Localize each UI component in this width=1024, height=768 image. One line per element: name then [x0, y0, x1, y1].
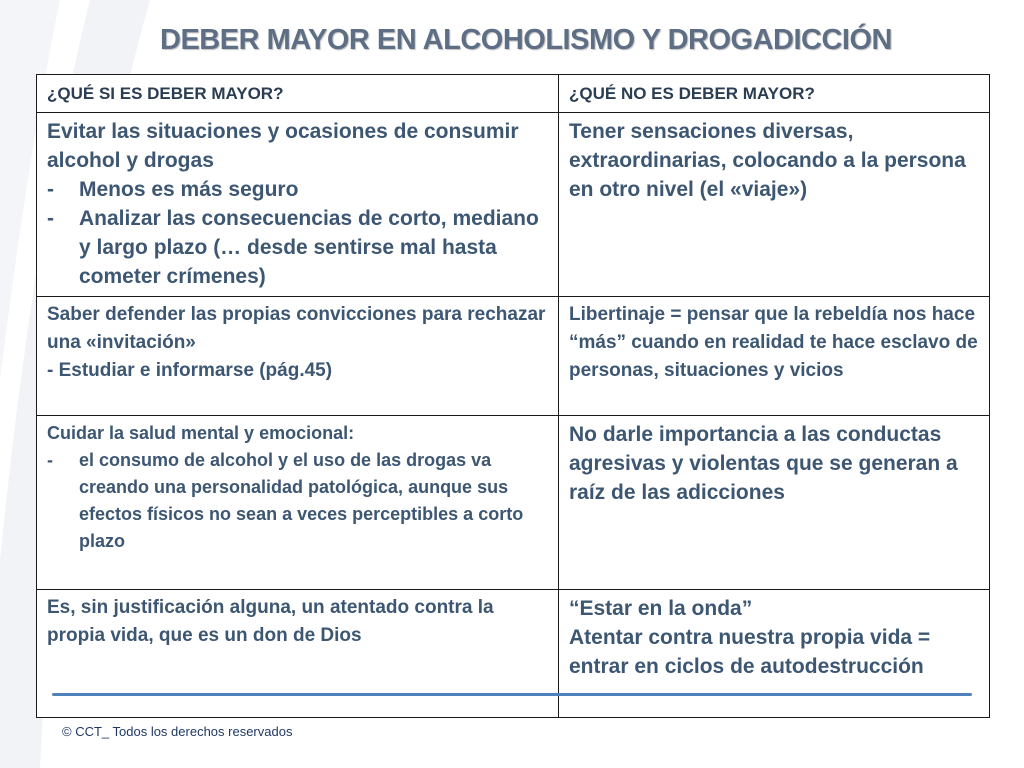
- cell-quote: “Estar en la onda”: [569, 597, 753, 620]
- table-cell: [37, 297, 559, 416]
- header-cell-si: ¿QUÉ SI ES DEBER MAYOR?: [37, 75, 559, 113]
- copyright-footer: © CCT_ Todos los derechos reservados: [62, 724, 293, 739]
- header-cell-no: ¿QUÉ NO ES DEBER MAYOR?: [559, 75, 990, 113]
- page-title: DEBER MAYOR EN ALCOHOLISMO Y DROGADICCIÓN: [160, 24, 892, 56]
- cell-text: Tener sensaciones diversas, extraordinarias, colocando a la persona en otro nivel (el «viaje»): [569, 120, 966, 201]
- cell-text: Cuidar la salud mental y emocional:: [47, 423, 355, 443]
- cell-text: No darle importancia a las conductas agresivas y violentas que se generan a raíz de las adicciones: [569, 423, 958, 504]
- table-row: [37, 416, 990, 590]
- table-row: [37, 113, 990, 297]
- cell-text: Saber defender las propias convicciones para rechazar una «invitación»: [47, 304, 546, 353]
- list-item: - Menos es más seguro: [47, 175, 549, 204]
- cell-text: Libertinaje = pensar que la rebeldía nos hace “más” cuando en realidad te hace esclavo de personas, situaciones y vicios: [569, 304, 978, 381]
- list-item: - Analizar las consecuencias de corto, mediano y largo plazo (… desde sentirse mal hasta cometer crímenes): [47, 204, 549, 291]
- cell-text: Es, sin justificación alguna, un atentado contra la propia vida, que es un don de Dios: [47, 597, 494, 646]
- cell-text: Atentar contra nuestra propia vida = entrar en ciclos de autodestrucción: [569, 626, 931, 678]
- list-item: - el consumo de alcohol y el uso de las drogas va creando una personalidad patológica, aunque sus efectos físicos no sean a veces perceptibles a corto plazo: [47, 447, 549, 555]
- table-row: [37, 297, 990, 416]
- table-cell: [559, 297, 990, 416]
- cell-text: Evitar las situaciones y ocasiones de consumir alcohol y drogas: [47, 120, 519, 172]
- bullet-list: [47, 175, 549, 291]
- accent-underline: [52, 693, 972, 696]
- comparison-table: [36, 74, 990, 718]
- table-cell: [559, 416, 990, 590]
- cell-text: - Estudiar e informarse (pág.45): [47, 360, 333, 381]
- table-cell: [37, 113, 559, 297]
- table-cell: [559, 590, 990, 718]
- table-header-row: [37, 75, 990, 113]
- table-cell: [37, 416, 559, 590]
- bullet-list: [47, 447, 549, 555]
- table-cell: [559, 113, 990, 297]
- table-row: [37, 590, 990, 718]
- table-cell: [37, 590, 559, 718]
